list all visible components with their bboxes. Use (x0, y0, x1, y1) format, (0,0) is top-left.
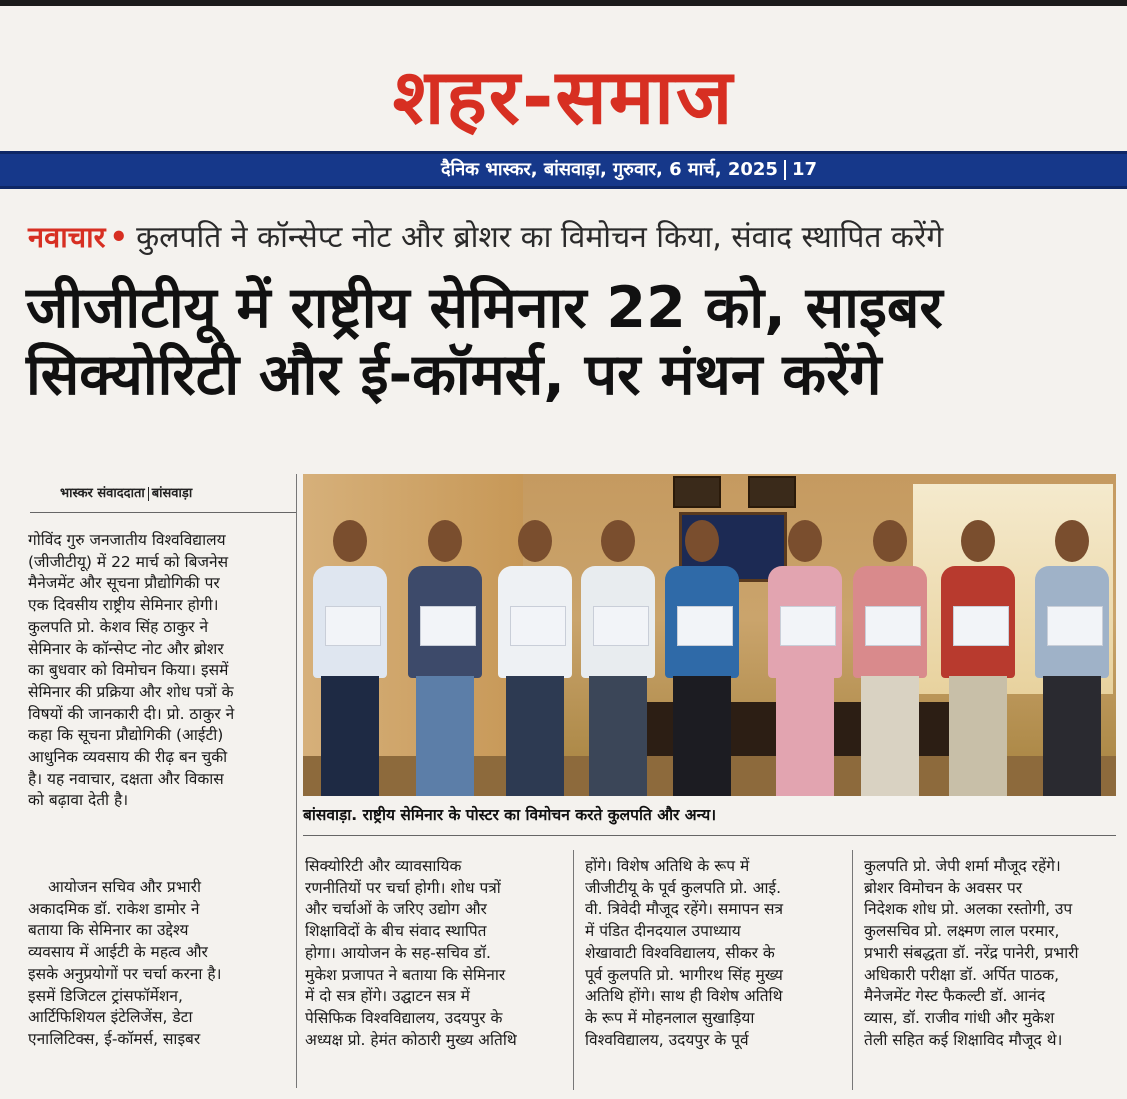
article-line: निदेशक शोध प्रो. अलका रस्तोगी, उप (864, 900, 1073, 919)
column-rule-2 (573, 850, 574, 1090)
poster-sheet (1047, 606, 1103, 646)
headline (26, 275, 1116, 409)
article-line: व्यवसाय में आईटी के महत्व और (28, 943, 208, 962)
kicker-bullet: • (109, 220, 129, 254)
person-figure (657, 514, 747, 796)
article-line: विश्वविद्यालय, उदयपुर के पूर्व (585, 1030, 749, 1049)
kicker-label: नवाचार (28, 220, 106, 254)
person-figure (760, 514, 850, 796)
article-line: मुकेश प्रजापत ने बताया कि सेमिनार (305, 965, 506, 984)
article-line: ब्रोशर विमोचन के अवसर पर (864, 878, 1023, 897)
article-line: एनालिटिक्स, ई-कॉमर्स, साइबर (28, 1029, 201, 1048)
article-line: (जीजीटीयू) में 22 मार्च को बिजनेस (28, 552, 229, 571)
article-line: के रूप में मोहनलाल सुखाड़िया (585, 1008, 755, 1027)
dateline-paper: दैनिक भास्कर, बांसवाड़ा, गुरुवार, 6 मार्च, 2025 (440, 159, 778, 180)
article-line: रणनीतियों पर चर्चा होगी। शोध पत्रों (305, 878, 501, 897)
photo-caption (303, 803, 1116, 825)
person-figure (933, 514, 1023, 796)
article-line: शेखावाटी विश्वविद्यालय, सीकर के (585, 943, 775, 962)
byline (60, 483, 192, 501)
article-line: आर्टिफिशियल इंटेलिजेंस, डेटा (28, 1008, 193, 1027)
column-rule-1 (296, 474, 297, 1088)
article-line: का बुधवार को विमोचन किया। इसमें (28, 661, 229, 680)
kicker-text: कुलपति ने कॉन्सेप्ट नोट और ब्रोशर का विमोचन किया, संवाद स्थापित करेंगे (136, 220, 944, 255)
section-masthead: शहर-समाज (392, 52, 735, 141)
article-line: जीजीटीयू के पूर्व कुलपति प्रो. आई. (585, 878, 782, 897)
article-column-2 (305, 856, 563, 1051)
article-line: कुलसचिव प्रो. लक्ष्मण लाल परमार, (864, 922, 1060, 941)
headline-line-2: सिक्योरिटी और ई-कॉमर्स, पर मंथन करेंगे (26, 342, 882, 408)
caption-place: बांसवाड़ा. (303, 806, 358, 824)
article-column-1 (28, 530, 294, 812)
dateline-separator (784, 160, 786, 180)
person-figure (490, 514, 580, 796)
person-figure (400, 514, 490, 796)
article-line: में दो सत्र होंगे। उद्घाटन सत्र में (305, 987, 470, 1006)
person-figure (305, 514, 395, 796)
byline-author: भास्कर संवाददाता (60, 486, 145, 501)
poster-sheet (420, 606, 476, 646)
article-line: कहा कि सूचना प्रौद्योगिकी (आईटी) (28, 726, 224, 745)
article-line: अतिथि होंगे। साथ ही विशेष अतिथि (585, 987, 783, 1006)
article-line: बताया कि सेमिनार का उद्देश्य (28, 921, 189, 940)
column-rule-3 (852, 850, 853, 1090)
poster-sheet (593, 606, 649, 646)
article-line: होगा। आयोजन के सह-सचिव डॉ. (305, 943, 491, 962)
article-line: विषयों की जानकारी दी। प्रो. ठाकुर ने (28, 704, 235, 723)
dateline (441, 154, 817, 186)
article-line: एक दिवसीय राष्ट्रीय सेमिनार होगी। (28, 596, 219, 615)
kicker-row (28, 212, 1118, 262)
article-column-4 (864, 856, 1120, 1051)
caption-rule (303, 835, 1116, 836)
article-line: तेली सहित कई शिक्षाविद मौजूद थे। (864, 1030, 1063, 1049)
article-line: मैनेजमेंट गेस्ट फैकल्टी डॉ. आनंद (864, 987, 1046, 1006)
poster-sheet (325, 606, 381, 646)
dateline-bar (0, 151, 1127, 189)
byline-separator (148, 487, 149, 501)
article-line: होंगे। विशेष अतिथि के रूप में (585, 857, 750, 875)
article-column-1b (28, 877, 294, 1051)
person-figure (573, 514, 663, 796)
article-line: और चर्चाओं के जरिए उद्योग और (305, 900, 487, 919)
person-figure (845, 514, 935, 796)
byline-rule (30, 512, 296, 513)
byline-place: बांसवाड़ा (151, 486, 193, 501)
article-line: को बढ़ावा देती है। (28, 791, 129, 810)
caption-text: राष्ट्रीय सेमिनार के पोस्टर का विमोचन करते कुलपति और अन्य। (357, 806, 717, 824)
article-line: सेमिनार के कॉन्सेप्ट नोट और ब्रोशर (28, 639, 224, 658)
article-line: पेसिफिक विश्वविद्यालय, उदयपुर के (305, 1008, 503, 1027)
article-line: इसमें डिजिटल ट्रांसफॉर्मेशन, (28, 986, 183, 1005)
article-line: प्रभारी संबद्धता डॉ. नरेंद्र पानेरी, प्रभारी (864, 943, 1079, 962)
article-line: सेमिनार की प्रक्रिया और शोध पत्रों के (28, 682, 234, 701)
poster-sheet (865, 606, 921, 646)
poster-sheet (953, 606, 1009, 646)
article-column-3 (585, 856, 843, 1051)
article-line: आधुनिक व्यवसाय की रीढ़ बन चुकी (28, 748, 228, 767)
article-line: कुलपति प्रो. जेपी शर्मा मौजूद रहेंगे। (864, 857, 1061, 875)
person-figure (1027, 514, 1116, 796)
article-line: सिक्योरिटी और व्यावसायिक (305, 857, 462, 875)
article-line: गोविंद गुरु जनजातीय विश्वविद्यालय (28, 531, 226, 549)
article-line: है। यह नवाचार, दक्षता और विकास (28, 769, 224, 788)
article-line: अध्यक्ष प्रो. हेमंत कोठारी मुख्य अतिथि (305, 1030, 517, 1049)
article-line: व्यास, डॉ. राजीव गांधी और मुकेश (864, 1008, 1055, 1027)
headline-line-1: जीजीटीयू में राष्ट्रीय सेमिनार 22 को, साइबर (26, 275, 943, 341)
article-line: शिक्षाविदों के बीच संवाद स्थापित (305, 922, 487, 941)
article-line: वी. त्रिवेदी मौजूद रहेंगे। समापन सत्र (585, 900, 784, 919)
article-line: कुलपति प्रो. केशव सिंह ठाकुर ने (28, 617, 209, 636)
news-photo (303, 474, 1116, 796)
top-border (0, 0, 1127, 6)
article-line: पूर्व कुलपति प्रो. भागीरथ सिंह मुख्य (585, 965, 783, 984)
poster-sheet (510, 606, 566, 646)
poster-sheet (780, 606, 836, 646)
article-line: अकादमिक डॉ. राकेश डामोर ने (28, 899, 200, 918)
poster-sheet (677, 606, 733, 646)
article-line: अधिकारी परीक्षा डॉ. अर्पित पाठक, (864, 965, 1060, 984)
article-line: इसके अनुप्रयोगों पर चर्चा करना है। (28, 964, 222, 983)
article-line: मैनेजमेंट और सूचना प्रौद्योगिकी पर (28, 574, 220, 593)
dateline-page-number: 17 (791, 159, 817, 180)
article-line: आयोजन सचिव और प्रभारी (48, 878, 201, 896)
article-line: में पंडित दीनदयाल उपाध्याय (585, 922, 741, 941)
